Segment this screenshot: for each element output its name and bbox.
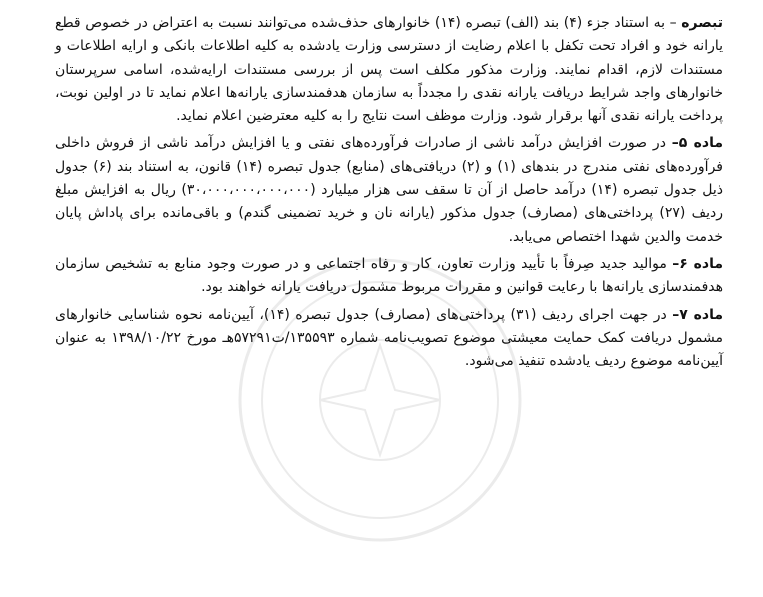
paragraph-text: در جهت اجرای ردیف (۳۱) پرداختی‌های (مصارف) جدول تبصره (۱۴)، آیین‌نامه نحوه شناسایی خانوارهای مشمول دریافت کمک حمایت معیشتی موضوع تصویب‌نامه شماره ۱۳۵۵۹۳/ت۵۷۲۹۱هـ مورخ ۱۳۹۸/۱۰/۲۲ به عنوان آیین‌نامه موضوع ردیف یادشده تنفیذ می‌شود. bbox=[55, 306, 723, 370]
paragraph-text: موالید جدید صِرفاً با تأیید وزارت تعاون، کار و رفاه اجتماعی و در صورت وجود منابع به تشخیص سازمان هدفمندسازی یارانه‌ها با رعایت قوانین و مقررات مربوط مشمول دریافت یارانه خواهند بود. bbox=[55, 255, 723, 296]
paragraph-text: در صورت افزایش درآمد ناشی از صادرات فرآورده‌های نفتی و یا افزایش درآمد ناشی از فروش داخلی فرآورده‌های نفتی مندرج در بندهای (۱) و (۲) دریافتی‌های (منابع) جدول تبصره (۱۴) قانون، به استناد بند (۶) جدول ذیل جدول تبصره (۱۴) درآمد حاصل از آن تا سقف سی هزار میلیارد (۳۰،۰۰۰،۰۰۰،۰۰۰،۰۰۰) ریال به افزایش مبلغ ردیف (۲۷) پرداختی‌های (مصارف) جدول مذکور (یارانه نان و خرید تضمینی گندم) و باقی‌مانده برای پاداش پایان خدمت والدین شهدا اختصاص می‌یابد. bbox=[55, 135, 724, 245]
paragraph-lead: ماده ۵– bbox=[671, 135, 723, 152]
paragraph-lead: تبصره bbox=[681, 15, 723, 31]
paragraph-text: – به استناد جزء (۴) بند (الف) تبصره (۱۴) خانوارهای حذف‌شده می‌توانند نسبت به اعتراض در خصوص قطع یارانه خود و افراد تحت تکفل با اعلام رضایت از دسترسی وزارت یادشده به کلیه اطلاعات بانکی و ارایه اطلاعات و مستندات لازم، اقدام نمایند. وزارت مذکور مکلف است پس از بررسی مستندات ارایه‌شده، اسامی سرپرستان خانوارهای واجد شرایط دریافت یارانه نقدی را مجدداً به سازمان هدفمندسازی یارانه‌ها اعلام نماید تا در اولین نوبت، پرداخت یارانه نقدی آنها برقرار شود. وزارت موظف است نتایج را به کلیه معترضین اعلام نماید. bbox=[55, 15, 723, 125]
paragraph-madde-5 bbox=[55, 132, 723, 248]
paragraph-tabsare bbox=[55, 12, 723, 128]
paragraph-madde-7 bbox=[55, 304, 723, 374]
document-body bbox=[55, 12, 723, 377]
paragraph-lead: ماده ۶– bbox=[672, 255, 723, 272]
paragraph-madde-6 bbox=[55, 253, 723, 300]
paragraph-lead: ماده ۷– bbox=[672, 306, 724, 323]
